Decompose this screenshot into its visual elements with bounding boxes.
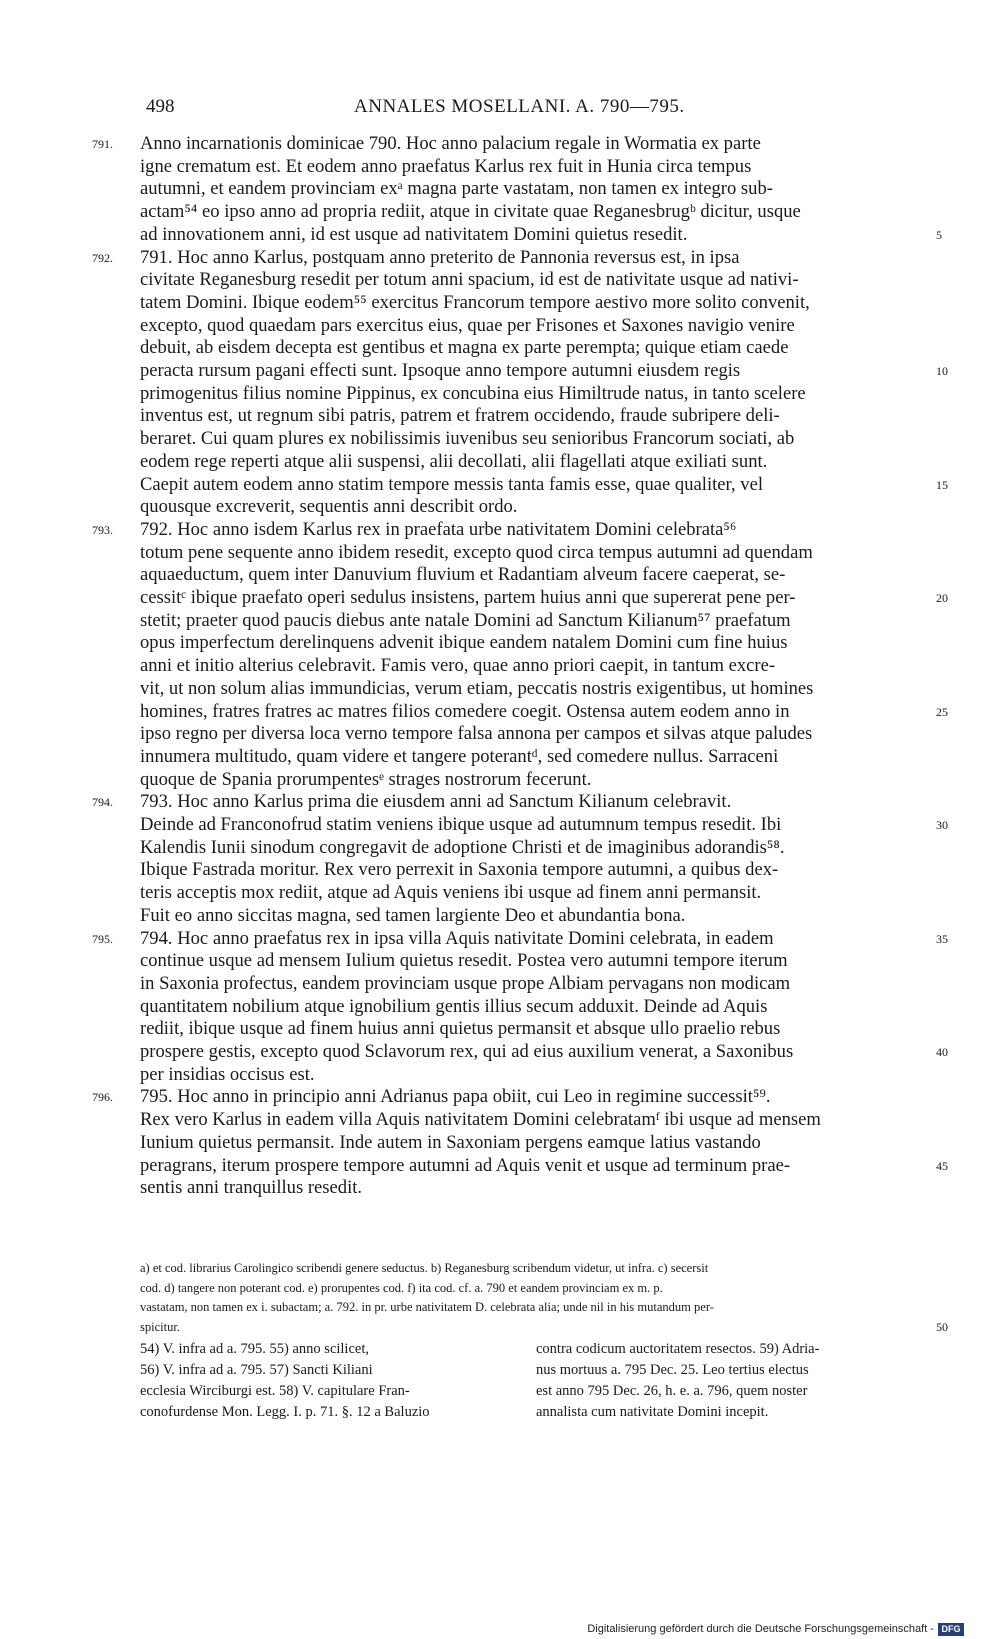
dfg-logo: DFG [938,1623,964,1636]
text-line: Fuit eo anno siccitas magna, sed tamen largiente Deo et abundantia bona. [140,904,686,926]
text-line: quoque de Spania prorumpentesᵉ strages nostrorum fecerunt. [140,768,592,790]
text-line: 792. Hoc anno isdem Karlus rex in praefata urbe nativitatem Domini celebrata⁵⁶ [140,518,737,540]
line-number: 5 [936,227,942,242]
year-marginal: 794. [92,795,113,810]
editor-note-right: nus mortuus a. 795 Dec. 25. Leo tertius electus [536,1362,809,1378]
editor-note-left: conofurdense Mon. Legg. I. p. 71. §. 12 a Baluzio [140,1404,430,1420]
text-line: vit, ut non solum alias immundicias, verum etiam, peccatis nostris exigentibus, ut homines [140,677,814,699]
text-line: ipso regno per diversa loca verno tempore falsa annona per campos et silvas atque paludes [140,723,813,745]
text-line: teris acceptis mox rediit, atque ad Aquis veniens ibi usque ad finem anni permansit. [140,882,762,904]
text-line: in Saxonia profectus, eandem provinciam usque prope Albiam pervagans non modicam [140,972,791,994]
line-number: 45 [936,1158,948,1173]
critical-note-line: vastatam, non tamen ex i. subactam; a. 792. in pr. urbe nativitatem D. celebrata alia; unde nil in his mutandum per- [140,1300,714,1314]
editor-note-right: contra codicum auctoritatem resectos. 59) Adria- [536,1341,820,1357]
text-line: 791. Hoc anno Karlus, postquam anno preterito de Pannonia reversus est, in ipsa [140,246,740,268]
text-line: sentis anni tranquillus resedit. [140,1177,363,1199]
text-line: quantitatem nobilium atque ignobilium gentis illius secum adduxit. Deinde ad Aquis [140,995,768,1017]
text-line: Kalendis Iunii sinodum congregavit de adoptione Christi et de imaginibus adorandis⁵⁸. [140,836,785,858]
page-header [146,96,746,120]
text-line: civitate Reganesburg resedit per totum anni spacium, id est de nativitate usque ad nativi- [140,269,799,291]
year-marginal: 791. [92,137,113,151]
text-line: igne crematum est. Et eodem anno praefatus Karlus rex fuit in Hunia circa tempus [140,155,752,177]
text-line: Iunium quietus permansit. Inde autem in Saxoniam pergens eamque latius vastando [140,1131,761,1153]
editor-note-left: 54) V. infra ad a. 795. 55) anno scilicet, [140,1341,369,1357]
text-line: 795. Hoc anno in principio anni Adrianus papa obiit, cui Leo in regimine successit⁵⁹. [140,1086,771,1108]
text-line: eodem rege reperti atque alii suspensi, alii decollati, alii flagellati atque exiliati sunt. [140,450,768,472]
text-line: Anno incarnationis dominicae 790. Hoc anno palacium regale in Wormatia ex parte [140,133,761,154]
text-line: aquaeductum, quem inter Danuvium fluvium et Radantiam alveum facere caeperat, se- [140,564,786,586]
line-number: 20 [936,591,948,605]
line-number: 25 [936,704,948,719]
text-line: stetit; praeter quod paucis diebus ante natale Domini ad Sanctum Kilianum⁵⁷ praefatum [140,609,791,631]
text-line: cessitᶜ ibique praefato operi sedulus insistens, partem huius anni que supererat pene per- [140,587,796,608]
text-line: inventus est, ut regnum sibi patris, patrem et fratrem occidendo, fraude subripere deli- [140,405,780,427]
text-line: debuit, ab eisdem decepta est gentibus et magna ex parte perempta; quique etiam caede [140,337,789,359]
year-marginal: 793. [92,522,113,537]
text-line: autumni, et eandem provinciam exᵃ magna parte vastatam, non tamen ex integro sub- [140,178,773,200]
text-line: Deinde ad Franconofrud statim veniens ibique usque ad autumnum tempus resedit. Ibi [140,814,782,835]
line-number: 50 [936,1319,948,1334]
text-line: 793. Hoc anno Karlus prima die eiusdem anni ad Sanctum Kilianum celebravit. [140,791,732,813]
text-line: primogenitus filius nomine Pippinus, ex concubina eius Himiltrude natus, in tanto scelere [140,382,806,404]
text-line: peragrans, iterum prospere tempore autumni ad Aquis venit et usque ad terminum prae- [140,1154,791,1176]
text-line: opus imperfectum derelinquens advenit ibique eandem natalem Domini cum fine huius [140,632,788,654]
text-line: quousque excreverit, sequentis anni describit ordo. [140,496,518,518]
editor-note-right: annalista cum nativitate Domini incepit. [536,1404,769,1420]
text-line: rediit, ibique usque ad finem huius anni quietus permansit et absque ullo praelio rebus [140,1018,781,1040]
text-line: totum pene sequente anno ibidem resedit, excepto quod circa tempus autumni ad quendam [140,541,813,563]
year-marginal: 792. [92,250,113,265]
line-number: 15 [936,477,948,492]
page-number: 498 [146,96,175,117]
text-line: beraret. Cui quam plures ex nobilissimis iuvenibus seu senioribus Francorum sociati, ab [140,428,795,450]
year-marginal: 796. [92,1090,113,1105]
text-line: peracta rursum pagani effecti sunt. Ipsoque anno tempore autumni eiusdem regis [140,360,741,381]
text-line: Rex vero Karlus in eadem villa Aquis nativitatem Domini celebratamᶠ ibi usque ad mensem [140,1109,821,1131]
text-line: 794. Hoc anno praefatus rex in ipsa villa Aquis nativitate Domini celebrata, in eadem [140,927,774,949]
text-line: excepto, quod quaedam pars exercitus eius, quae per Frisones et Saxones navigio venire [140,314,795,336]
text-line: innumera multitudo, quam videre et tangere poterantᵈ, sed comedere nullus. Sarraceni [140,745,779,767]
footer-text: Digitalisierung gefördert durch die Deutsche Forschungsgemeinschaft - [587,1623,934,1635]
editor-note-left: ecclesia Wirciburgi est. 58) V. capitulare Fran- [140,1383,410,1399]
editor-note-left: 56) V. infra ad a. 795. 57) Sancti Kiliani [140,1362,373,1378]
editor-note-right: est anno 795 Dec. 26, h. e. a. 796, quem noster [536,1383,808,1399]
line-number: 40 [936,1045,948,1059]
text-line: tatem Domini. Ibique eodem⁵⁵ exercitus Francorum tempore aestivo more solito convenit, [140,291,810,313]
text-line: actam⁵⁴ eo ipso anno ad propria rediit, atque in civitate quae Reganesbrugᵇ dicitur, usque [140,201,801,223]
critical-note-line: cod. d) tangere non poterant cod. e) prorupentes cod. f) ita cod. cf. a. 790 et eandem provinciam ex m. p. [140,1280,663,1295]
year-marginal: 795. [92,931,113,946]
running-title: ANNALES MOSELLANI. A. 790—795. [354,96,685,117]
footer-credit [587,1621,964,1637]
text-line: anni et initio alterius celebravit. Famis vero, quae anno priori caepit, in tantum excre- [140,655,776,677]
text-line: homines, fratres fratres ac matres filios comedere coegit. Ostensa autem eodem anno in [140,700,790,722]
text-line: prospere gestis, excepto quod Sclavorum rex, qui ad eius auxilium venerat, a Saxonibus [140,1041,794,1062]
text-line: ad innovationem anni, id est usque ad nativitatem Domini quietus resedit. [140,223,688,245]
text-line: Caepit autem eodem anno statim tempore messis tanta famis esse, quae qualiter, vel [140,473,763,495]
critical-note-line: spicitur. [140,1319,180,1334]
text-line: per insidias occisus est. [140,1063,315,1085]
critical-note-line: a) et cod. librarius Carolingico scribendi genere seductus. b) Reganesburg scribendum videtur, ut infra. c) secersit [140,1261,709,1275]
line-number: 10 [936,364,948,378]
line-number: 35 [936,931,948,946]
line-number: 30 [936,818,948,832]
text-line: continue usque ad mensem Iulium quietus resedit. Postea vero autumni tempore iterum [140,950,788,972]
text-line: Ibique Fastrada moritur. Rex vero perrexit in Saxonia tempore autumni, a quibus dex- [140,859,779,881]
